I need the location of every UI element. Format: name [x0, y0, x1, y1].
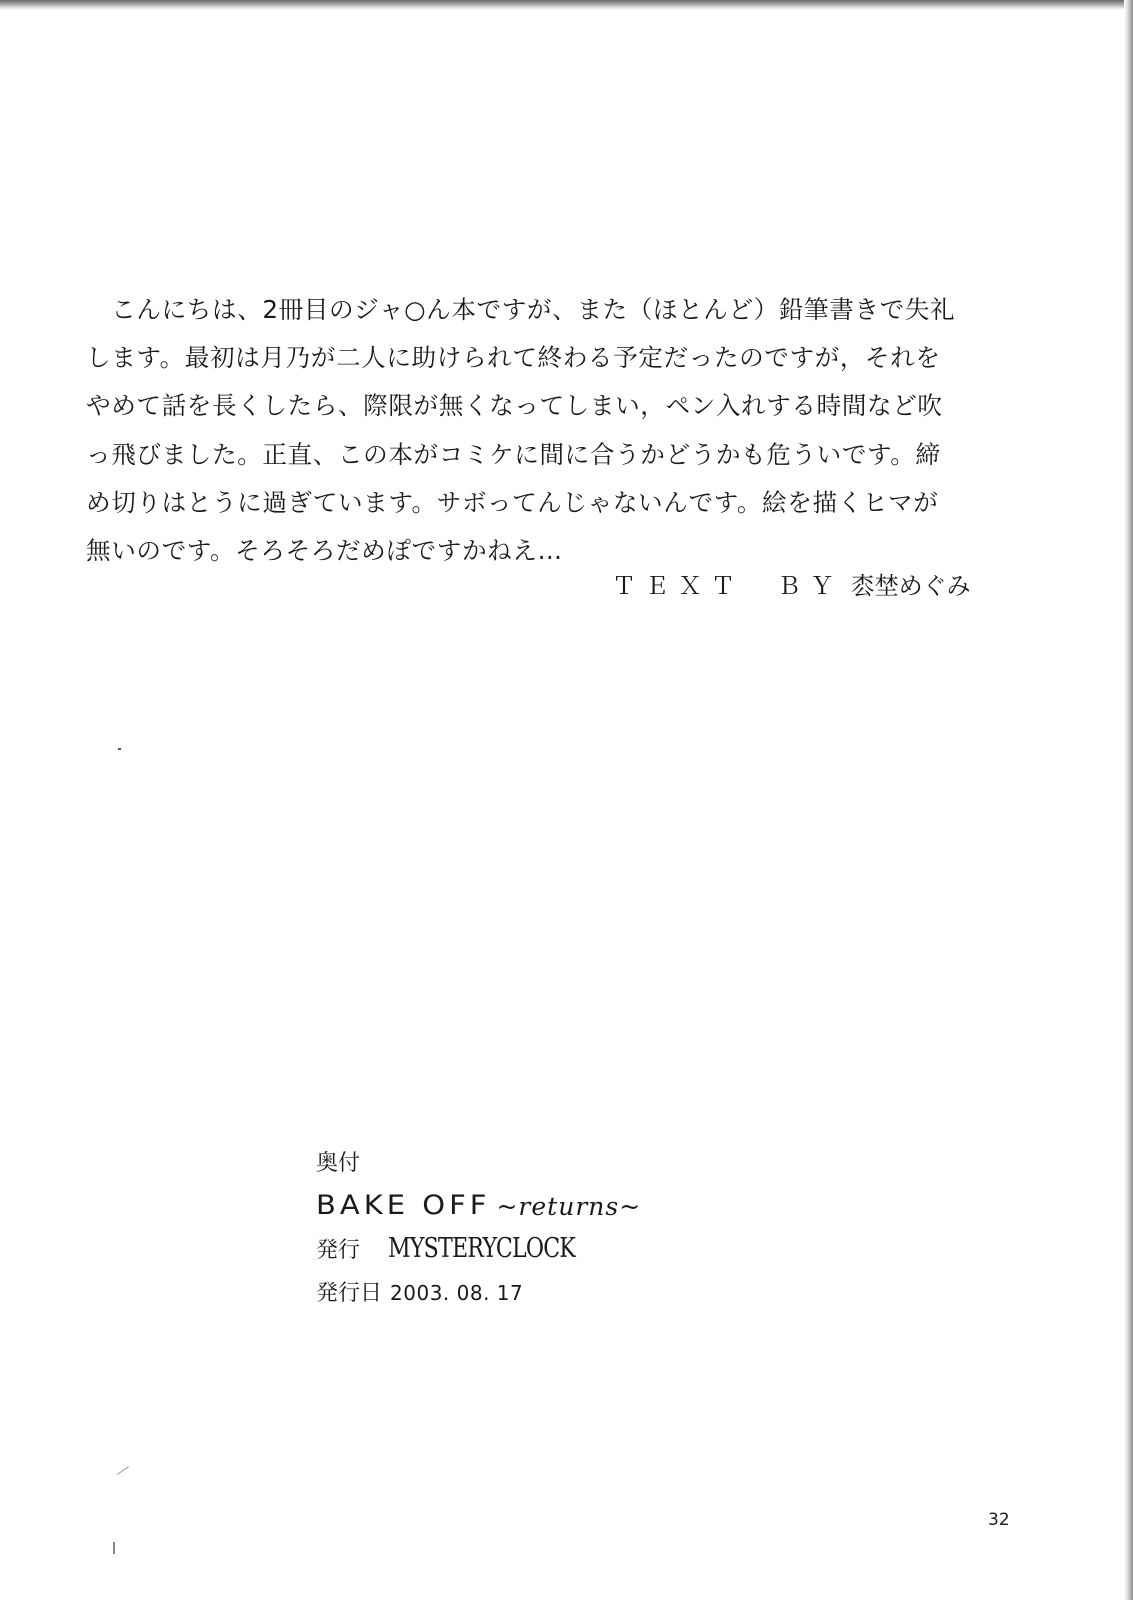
publisher-name: MYSTERYCLOCK	[388, 1233, 576, 1264]
publisher-row	[316, 1227, 836, 1271]
scan-speck	[117, 1466, 129, 1475]
book-title-subtitle: ~returns~	[496, 1192, 642, 1221]
scan-speck	[118, 748, 121, 750]
scan-edge-right	[1124, 0, 1133, 1600]
essay-line: め切りはとうに過ぎています。サボってんじゃないんです。絵を描くヒマが	[86, 487, 939, 517]
colophon-heading: 奥付	[316, 1151, 361, 1176]
page-number: 32	[988, 1510, 1010, 1530]
essay-line: 無いのです。そろそろだめぽですかねえ…	[86, 536, 563, 566]
publish-date-row	[316, 1271, 836, 1315]
scan-edge-top	[0, 0, 1133, 10]
colophon	[316, 1145, 836, 1315]
essay-line: こんにちは、2冊目のジャ○ん本ですが、また（ほとんど）鉛筆書きで失礼	[86, 295, 956, 324]
essay-line: やめて話を長くしたら、際限が無くなってしまい，ペン入れする時間など吹	[86, 391, 943, 421]
essay-line: します。最初は月乃が二人に助けられて終わる予定だったのですが，それを	[86, 343, 941, 373]
author-signature	[612, 566, 971, 601]
essay-line: っ飛びました。正直、この本がコミケに間に合うかどうかも危ういです。締	[86, 439, 941, 469]
publish-date-value: 2003. 08. 17	[390, 1281, 524, 1305]
publish-date-label: 発行日	[316, 1281, 383, 1306]
book-title-main: BAKE OFF	[316, 1189, 491, 1221]
scan-speck	[113, 1542, 115, 1554]
essay-paragraph	[86, 286, 986, 575]
signature-label: ＴＥＸＴ ＢＹ	[612, 572, 843, 600]
publisher-label: 発行	[316, 1238, 361, 1263]
book-title	[316, 1183, 836, 1227]
signature-name: 枩埜めぐみ	[850, 572, 971, 600]
